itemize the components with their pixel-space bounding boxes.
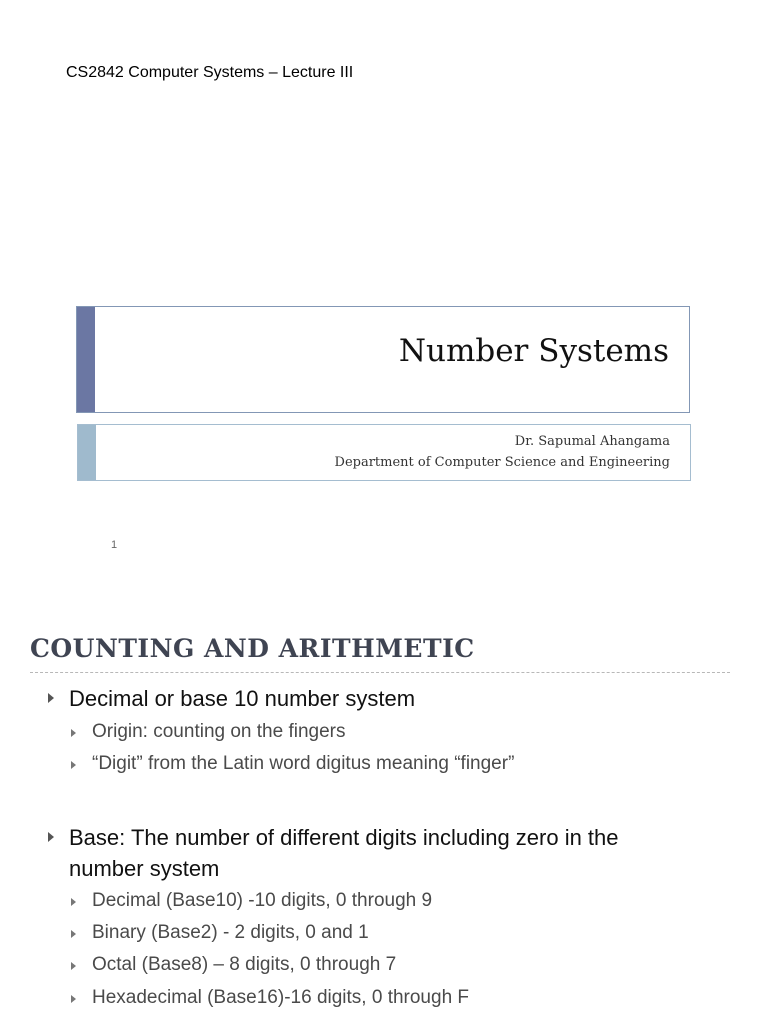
slide-title: Number Systems <box>398 333 669 369</box>
sub-bullet-item: Octal (Base8) – 8 digits, 0 through 7 <box>92 954 397 975</box>
bullet-arrow-icon <box>48 693 54 703</box>
sub-bullet-item: Origin: counting on the fingers <box>92 721 346 742</box>
subtitle-accent-bar <box>78 425 96 480</box>
department-name: Department of Computer Science and Engineering <box>334 455 670 470</box>
page-number: 1 <box>111 539 118 551</box>
subtitle-text <box>335 431 670 473</box>
subtitle-box <box>77 424 691 481</box>
sub-bullet-item: “Digit” from the Latin word digitus meaning “finger” <box>92 753 515 774</box>
sub-bullet-arrow-icon <box>71 729 76 737</box>
author-name: Dr. Sapumal Ahangama <box>514 434 670 449</box>
sub-bullet-item: Decimal (Base10) -10 digits, 0 through 9 <box>92 890 433 911</box>
bullet-arrow-icon <box>48 832 54 842</box>
sub-bullet-arrow-icon <box>71 962 76 970</box>
document-header: CS2842 Computer Systems – Lecture III <box>66 64 354 81</box>
sub-bullet-arrow-icon <box>71 995 76 1003</box>
sub-bullet-arrow-icon <box>71 898 76 906</box>
dashed-divider <box>30 672 730 673</box>
sub-bullet-item: Hexadecimal (Base16)-16 digits, 0 through F <box>92 987 470 1008</box>
bullet-item: Base: The number of different digits including zero in the <box>69 825 619 850</box>
title-accent-bar <box>77 307 95 412</box>
section-heading: COUNTING AND ARITHMETIC <box>30 634 475 663</box>
bullet-item-continuation: number system <box>69 856 220 881</box>
sub-bullet-arrow-icon <box>71 761 76 769</box>
title-box <box>76 306 690 413</box>
sub-bullet-arrow-icon <box>71 930 76 938</box>
bullet-item: Decimal or base 10 number system <box>69 686 416 711</box>
sub-bullet-item: Binary (Base2) - 2 digits, 0 and 1 <box>92 922 369 943</box>
